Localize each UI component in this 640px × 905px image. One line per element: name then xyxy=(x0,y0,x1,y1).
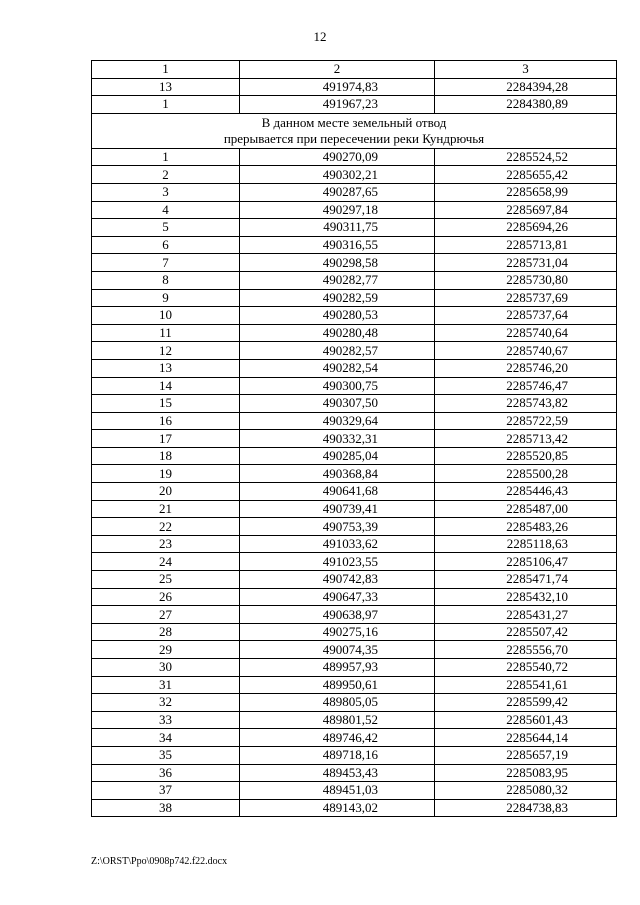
table-row xyxy=(92,588,617,606)
point-number-cell: 20 xyxy=(92,483,240,501)
y-coordinate-cell: 2285737,69 xyxy=(435,289,617,307)
note-line2: прерывается при пересечении реки Кундрючья xyxy=(223,130,485,146)
x-coordinate-cell: 490282,59 xyxy=(240,289,435,307)
y-coordinate-cell: 2285080,32 xyxy=(435,782,617,800)
x-coordinate-cell: 489801,52 xyxy=(240,711,435,729)
table-row xyxy=(92,166,617,184)
header-row xyxy=(92,61,617,79)
x-coordinate-cell: 490302,21 xyxy=(240,166,435,184)
point-number-cell: 3 xyxy=(92,183,240,201)
x-coordinate-cell: 490368,84 xyxy=(240,465,435,483)
y-coordinate-cell: 2285655,42 xyxy=(435,166,617,184)
table-row xyxy=(92,799,617,817)
table-row xyxy=(92,307,617,325)
x-coordinate-cell: 489950,61 xyxy=(240,676,435,694)
table-row xyxy=(92,201,617,219)
x-coordinate-cell: 490300,75 xyxy=(240,377,435,395)
table-row xyxy=(92,412,617,430)
table-row xyxy=(92,606,617,624)
interruption-note-row xyxy=(92,113,617,148)
y-coordinate-cell: 2285556,70 xyxy=(435,641,617,659)
y-coordinate-cell: 2285740,64 xyxy=(435,324,617,342)
x-coordinate-cell: 489451,03 xyxy=(240,782,435,800)
x-coordinate-cell: 490307,50 xyxy=(240,395,435,413)
y-coordinate-cell: 2285106,47 xyxy=(435,553,617,571)
table-row xyxy=(92,676,617,694)
table-row xyxy=(92,359,617,377)
table-row xyxy=(92,782,617,800)
y-coordinate-cell: 2285599,42 xyxy=(435,694,617,712)
interruption-note xyxy=(92,113,617,148)
column-header-point: 1 xyxy=(92,61,240,79)
y-coordinate-cell: 2285500,28 xyxy=(435,465,617,483)
table-row xyxy=(92,500,617,518)
table-row xyxy=(92,219,617,237)
point-number-cell: 16 xyxy=(92,412,240,430)
x-coordinate-cell: 489957,93 xyxy=(240,659,435,677)
point-number-cell: 13 xyxy=(92,78,240,96)
y-coordinate-cell: 2284738,83 xyxy=(435,799,617,817)
x-coordinate-cell: 491967,23 xyxy=(240,96,435,114)
y-coordinate-cell: 2285737,64 xyxy=(435,307,617,325)
point-number-cell: 32 xyxy=(92,694,240,712)
point-number-cell: 11 xyxy=(92,324,240,342)
coordinates-table xyxy=(91,60,617,817)
table-row xyxy=(92,148,617,166)
y-coordinate-cell: 2285446,43 xyxy=(435,483,617,501)
table-row xyxy=(92,623,617,641)
x-coordinate-cell: 490280,48 xyxy=(240,324,435,342)
point-number-cell: 23 xyxy=(92,535,240,553)
x-coordinate-cell: 489143,02 xyxy=(240,799,435,817)
y-coordinate-cell: 2285644,14 xyxy=(435,729,617,747)
x-coordinate-cell: 490638,97 xyxy=(240,606,435,624)
point-number-cell: 25 xyxy=(92,571,240,589)
page-number: 12 xyxy=(313,29,327,44)
point-number-cell: 24 xyxy=(92,553,240,571)
point-number-cell: 13 xyxy=(92,359,240,377)
table-row xyxy=(92,571,617,589)
x-coordinate-cell: 490329,64 xyxy=(240,412,435,430)
table-row xyxy=(92,271,617,289)
table-row xyxy=(92,254,617,272)
y-coordinate-cell: 2285697,84 xyxy=(435,201,617,219)
x-coordinate-cell: 490316,55 xyxy=(240,236,435,254)
x-coordinate-cell: 490647,33 xyxy=(240,588,435,606)
point-number-cell: 9 xyxy=(92,289,240,307)
point-number-cell: 27 xyxy=(92,606,240,624)
table-row xyxy=(92,236,617,254)
table-row xyxy=(92,764,617,782)
point-number-cell: 15 xyxy=(92,395,240,413)
x-coordinate-cell: 489718,16 xyxy=(240,746,435,764)
table-row xyxy=(92,78,617,96)
table-row xyxy=(92,342,617,360)
y-coordinate-cell: 2285601,43 xyxy=(435,711,617,729)
y-coordinate-cell: 2285483,26 xyxy=(435,518,617,536)
x-coordinate-cell: 491023,55 xyxy=(240,553,435,571)
point-number-cell: 10 xyxy=(92,307,240,325)
point-number-cell: 14 xyxy=(92,377,240,395)
y-coordinate-cell: 2285731,04 xyxy=(435,254,617,272)
table-row xyxy=(92,377,617,395)
point-number-cell: 21 xyxy=(92,500,240,518)
table-row xyxy=(92,96,617,114)
note-line1: В данном месте земельный отвод xyxy=(261,114,447,130)
table-row xyxy=(92,483,617,501)
y-coordinate-cell: 2284394,28 xyxy=(435,78,617,96)
point-number-cell: 12 xyxy=(92,342,240,360)
column-header-y: 3 xyxy=(435,61,617,79)
y-coordinate-cell: 2285432,10 xyxy=(435,588,617,606)
table-row xyxy=(92,729,617,747)
y-coordinate-cell: 2284380,89 xyxy=(435,96,617,114)
y-coordinate-cell: 2285722,59 xyxy=(435,412,617,430)
table-row xyxy=(92,518,617,536)
table-row xyxy=(92,324,617,342)
y-coordinate-cell: 2285520,85 xyxy=(435,447,617,465)
point-number-cell: 37 xyxy=(92,782,240,800)
y-coordinate-cell: 2285657,19 xyxy=(435,746,617,764)
point-number-cell: 5 xyxy=(92,219,240,237)
table-row xyxy=(92,535,617,553)
point-number-cell: 29 xyxy=(92,641,240,659)
point-number-cell: 31 xyxy=(92,676,240,694)
point-number-cell: 30 xyxy=(92,659,240,677)
x-coordinate-cell: 490074,35 xyxy=(240,641,435,659)
x-coordinate-cell: 490332,31 xyxy=(240,430,435,448)
x-coordinate-cell: 490641,68 xyxy=(240,483,435,501)
x-coordinate-cell: 489805,05 xyxy=(240,694,435,712)
x-coordinate-cell: 490298,58 xyxy=(240,254,435,272)
point-number-cell: 2 xyxy=(92,166,240,184)
y-coordinate-cell: 2285658,99 xyxy=(435,183,617,201)
x-coordinate-cell: 490285,04 xyxy=(240,447,435,465)
point-number-cell: 8 xyxy=(92,271,240,289)
table-row xyxy=(92,711,617,729)
x-coordinate-cell: 491033,62 xyxy=(240,535,435,553)
point-number-cell: 33 xyxy=(92,711,240,729)
x-coordinate-cell: 490287,65 xyxy=(240,183,435,201)
x-coordinate-cell: 490297,18 xyxy=(240,201,435,219)
y-coordinate-cell: 2285746,20 xyxy=(435,359,617,377)
column-header-x: 2 xyxy=(240,61,435,79)
x-coordinate-cell: 491974,83 xyxy=(240,78,435,96)
y-coordinate-cell: 2285487,00 xyxy=(435,500,617,518)
x-coordinate-cell: 490280,53 xyxy=(240,307,435,325)
y-coordinate-cell: 2285118,63 xyxy=(435,535,617,553)
x-coordinate-cell: 490282,57 xyxy=(240,342,435,360)
y-coordinate-cell: 2285713,81 xyxy=(435,236,617,254)
y-coordinate-cell: 2285743,82 xyxy=(435,395,617,413)
point-number-cell: 6 xyxy=(92,236,240,254)
table-row xyxy=(92,447,617,465)
footer-file-path: Z:\ORST\Ppo\0908p742.f22.docx xyxy=(91,856,228,867)
x-coordinate-cell: 489453,43 xyxy=(240,764,435,782)
point-number-cell: 1 xyxy=(92,148,240,166)
y-coordinate-cell: 2285740,67 xyxy=(435,342,617,360)
point-number-cell: 28 xyxy=(92,623,240,641)
point-number-cell: 36 xyxy=(92,764,240,782)
table-row xyxy=(92,746,617,764)
table-row xyxy=(92,395,617,413)
y-coordinate-cell: 2285730,80 xyxy=(435,271,617,289)
x-coordinate-cell: 490282,77 xyxy=(240,271,435,289)
point-number-cell: 7 xyxy=(92,254,240,272)
x-coordinate-cell: 490739,41 xyxy=(240,500,435,518)
x-coordinate-cell: 490311,75 xyxy=(240,219,435,237)
y-coordinate-cell: 2285541,61 xyxy=(435,676,617,694)
point-number-cell: 17 xyxy=(92,430,240,448)
y-coordinate-cell: 2285507,42 xyxy=(435,623,617,641)
table-row xyxy=(92,183,617,201)
x-coordinate-cell: 490742,83 xyxy=(240,571,435,589)
point-number-cell: 18 xyxy=(92,447,240,465)
y-coordinate-cell: 2285431,27 xyxy=(435,606,617,624)
x-coordinate-cell: 490275,16 xyxy=(240,623,435,641)
y-coordinate-cell: 2285524,52 xyxy=(435,148,617,166)
x-coordinate-cell: 489746,42 xyxy=(240,729,435,747)
x-coordinate-cell: 490282,54 xyxy=(240,359,435,377)
table-row xyxy=(92,694,617,712)
table-row xyxy=(92,641,617,659)
point-number-cell: 26 xyxy=(92,588,240,606)
point-number-cell: 38 xyxy=(92,799,240,817)
table-row xyxy=(92,659,617,677)
table-row xyxy=(92,430,617,448)
y-coordinate-cell: 2285746,47 xyxy=(435,377,617,395)
point-number-cell: 1 xyxy=(92,96,240,114)
y-coordinate-cell: 2285694,26 xyxy=(435,219,617,237)
y-coordinate-cell: 2285713,42 xyxy=(435,430,617,448)
table-row xyxy=(92,289,617,307)
point-number-cell: 4 xyxy=(92,201,240,219)
point-number-cell: 19 xyxy=(92,465,240,483)
point-number-cell: 35 xyxy=(92,746,240,764)
y-coordinate-cell: 2285083,95 xyxy=(435,764,617,782)
y-coordinate-cell: 2285540,72 xyxy=(435,659,617,677)
point-number-cell: 34 xyxy=(92,729,240,747)
table-row xyxy=(92,553,617,571)
table-row xyxy=(92,465,617,483)
x-coordinate-cell: 490753,39 xyxy=(240,518,435,536)
x-coordinate-cell: 490270,09 xyxy=(240,148,435,166)
point-number-cell: 22 xyxy=(92,518,240,536)
y-coordinate-cell: 2285471,74 xyxy=(435,571,617,589)
